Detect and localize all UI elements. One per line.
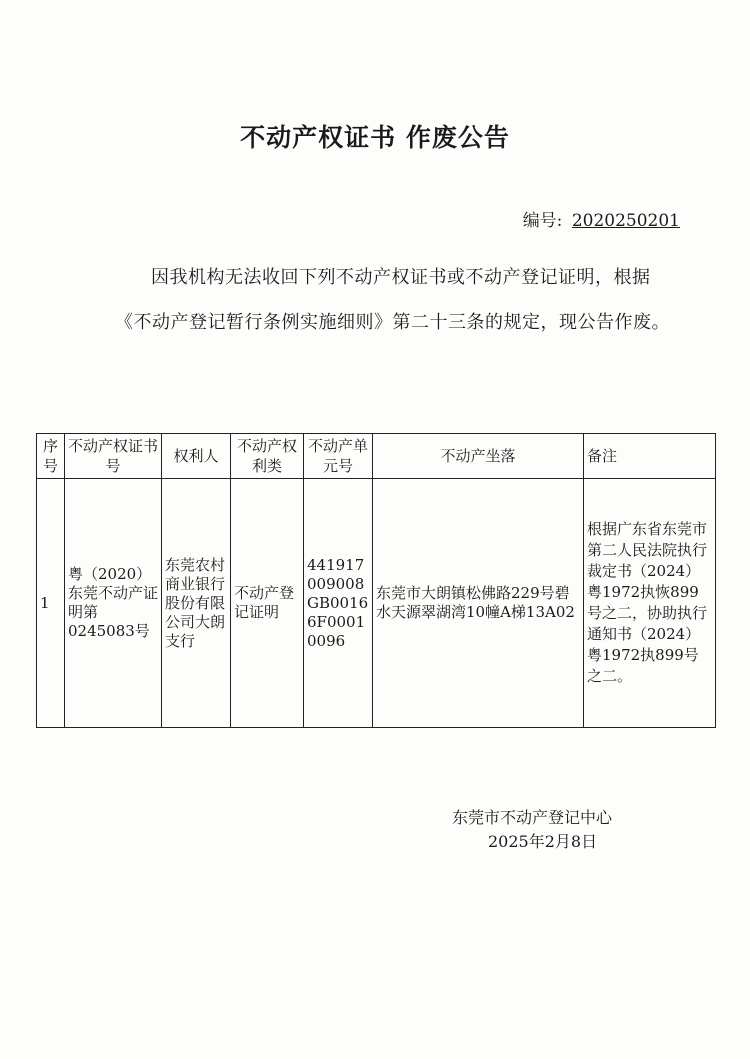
cell-unit-no: 441917009008GB00166F00010096 [304, 479, 373, 728]
cell-index: 1 [37, 479, 65, 728]
page-title: 不动产权证书 作废公告 [240, 123, 510, 152]
cell-cert-no: 粤（2020）东莞不动产证明第0245083号 [65, 479, 162, 728]
header-location: 不动产坐落 [373, 434, 584, 479]
document-number [523, 206, 680, 231]
issue-date: 2025年2月8日 [488, 832, 598, 851]
header-remark: 备注 [584, 434, 716, 479]
header-unit-no: 不动产单元号 [304, 434, 373, 479]
cell-remark: 根据广东省东莞市第二人民法院执行裁定书（2024）粤1972执恢899号之二，协助执行通知书（2024）粤1972执899号之二。 [584, 479, 716, 728]
document-number-label: 编号: [522, 211, 563, 231]
header-index: 序号 [37, 434, 65, 479]
header-cert-no: 不动产权证书号 [65, 434, 162, 479]
header-right-type: 不动产权利类 [231, 434, 304, 479]
issuing-organization: 东莞市不动产登记中心 [452, 808, 613, 827]
header-holder: 权利人 [162, 434, 231, 479]
certificate-table [36, 433, 716, 728]
cell-holder: 东莞农村商业银行股份有限公司大朗支行 [162, 479, 231, 728]
table-row [37, 479, 716, 728]
document-number-value: 2020250201 [571, 211, 680, 231]
table-header-row [37, 434, 716, 479]
announcement-body: 因我机构无法收回下列不动产权证书或不动产登记证明，根据《不动产登记暂行条例实施细则》第二十三条的规定，现公告作废。 [115, 267, 670, 333]
cell-right-type: 不动产登记证明 [231, 479, 304, 728]
cell-location: 东莞市大朗镇松佛路229号碧水天源翠湖湾10幢A梯13A02 [373, 479, 584, 728]
